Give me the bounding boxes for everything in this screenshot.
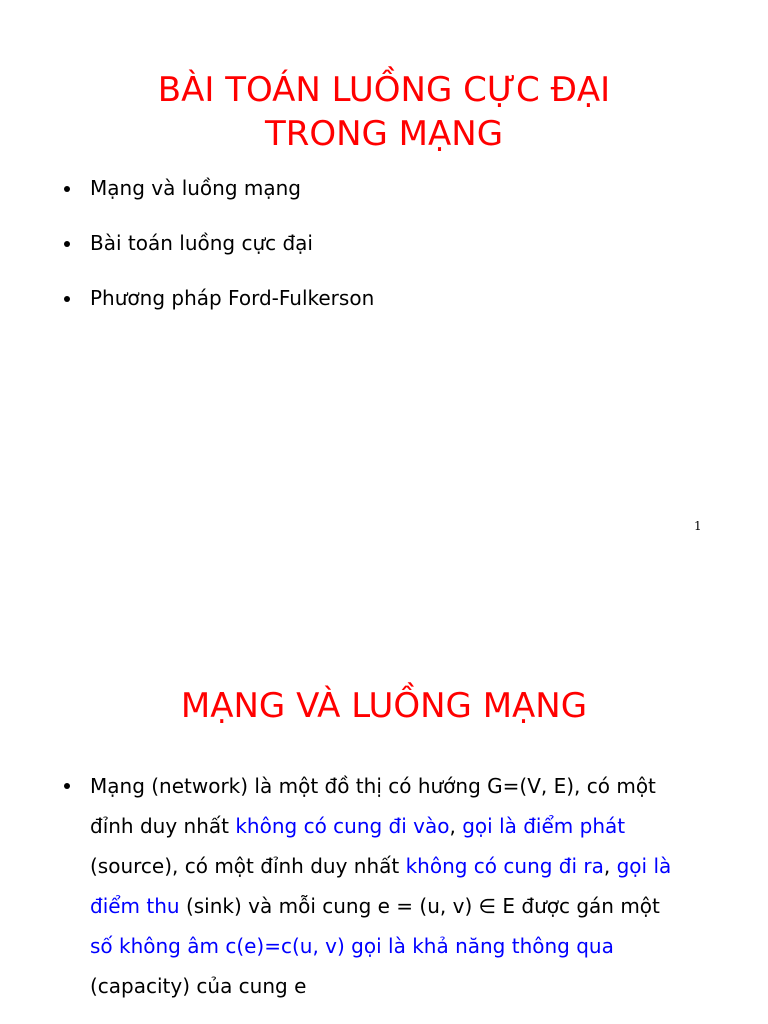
body-text: Mạng (network) là một đồ thị có hướng G=(V, E), có một [90,774,656,798]
body-text: (sink) và mỗi cung e = (u, v) ∈ E được gán một [179,894,660,918]
bullet-item [62,229,374,257]
paragraph-line [62,766,722,806]
bullet-text: Mạng và luồng mạng [90,176,301,200]
paragraph-line [62,846,722,886]
body-text: (capacity) của cung e [90,974,307,998]
highlighted-text: không có cung đi ra [405,854,604,878]
slide-1-bullet-list [62,174,374,339]
bullet-item [62,174,374,202]
slide-1-title-line-2: TRONG MẠNG [264,114,504,154]
highlighted-text: gọi là [616,854,672,878]
slide-1-title [0,68,768,156]
paragraph-line [62,926,722,966]
page-number: 1 [694,519,702,533]
network-definition-paragraph [62,766,722,1006]
highlighted-text: số không âm c(e)=c(u, v) gọi là khả năng thông qua [90,934,614,958]
slide-1-title-line-1: BÀI TOÁN LUỒNG CỰC ĐẠI [157,70,611,110]
highlighted-text: không có cung đi vào [235,814,450,838]
slide-2-title: MẠNG VÀ LUỒNG MẠNG [180,686,588,726]
body-text: đỉnh duy nhất [90,814,236,838]
paragraph-lines [62,766,722,1006]
body-text: , [449,814,463,838]
body-text: , [603,854,617,878]
paragraph-line [62,886,722,926]
bullet-icon [64,783,70,789]
bullet-item [62,284,374,312]
bullet-icon [64,186,70,192]
bullet-icon [64,241,70,247]
bullet-text: Bài toán luồng cực đại [90,231,313,255]
paragraph-line [62,966,722,1006]
bullet-icon [64,296,70,302]
paragraph-line [62,806,722,846]
highlighted-text: gọi là điểm phát [462,814,626,838]
bullet-text: Phương pháp Ford-Fulkerson [90,286,375,310]
highlighted-text: điểm thu [90,894,180,918]
body-text: (source), có một đỉnh duy nhất [90,854,406,878]
